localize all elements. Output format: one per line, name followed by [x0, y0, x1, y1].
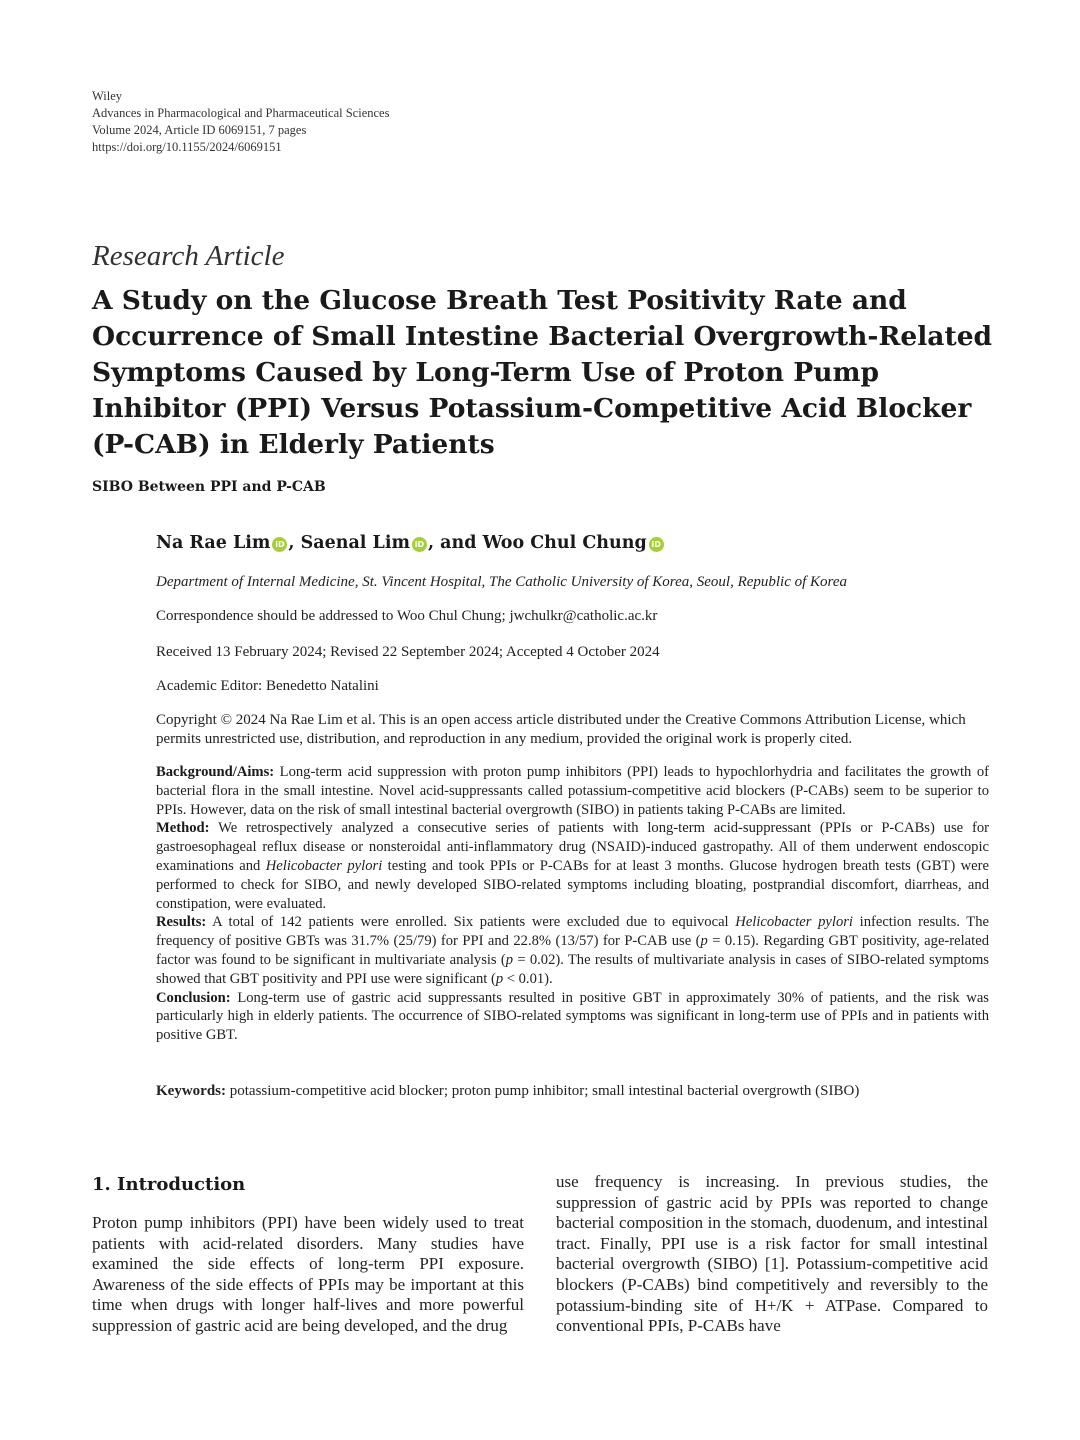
orcid-icon[interactable]: iD [412, 537, 427, 552]
abstract-label: Results: [156, 914, 207, 931]
publication-info [92, 88, 389, 156]
doi-link[interactable]: https://doi.org/10.1155/2024/6069151 [92, 140, 282, 154]
author-name[interactable]: Woo Chul Chung [482, 533, 647, 553]
author-separator: , and [428, 533, 483, 553]
keywords [156, 1082, 989, 1101]
author-name[interactable]: Na Rae Lim [156, 533, 271, 553]
author-separator: , [288, 533, 301, 553]
journal-name: Advances in Pharmacological and Pharmaceutical Sciences [92, 106, 390, 120]
orcid-icon[interactable]: iD [649, 537, 664, 552]
affiliation: Department of Internal Medicine, St. Vincent Hospital, The Catholic University of Korea, Seoul, Republic of Korea [156, 574, 847, 590]
body-text-left-column: Proton pump inhibitors (PPI) have been widely used to treat patients with acid-related disorders. Many studies have examined the side effects of long-term PPI exposure. Awareness of the side effects of PPIs may be important at this time when drugs with longer half-lives and more powerful suppression of gastric acid are being developed, and the drug [92, 1213, 524, 1335]
abstract-label: Conclusion: [156, 989, 231, 1006]
copyright-notice: Copyright © 2024 Na Rae Lim et al. This is an open access article distributed under the Creative Commons Attribution License, which permits unrestricted use, distribution, and reproduction in any medium, provided the original work is properly cited. [156, 712, 966, 747]
author-name[interactable]: Saenal Lim [300, 533, 410, 553]
correspondence: Correspondence should be addressed to Woo Chul Chung; jwchulkr@catholic.ac.kr [156, 608, 658, 624]
orcid-icon[interactable]: iD [272, 537, 287, 552]
abstract-background: Background/Aims: Long-term acid suppression with proton pump inhibitors (PPI) leads to hypochlorhydria and facilitates the growth of bacterial flora in the small intestine. Novel acid-suppressants called potassium-competitive acid blockers (P-CABs) seem to be superior to PPIs. However, data on the risk of small intestinal bacterial overgrowth (SIBO) in patients taking P-CABs are limited. [156, 764, 989, 818]
abstract [156, 763, 989, 1045]
section-heading-introduction: 1. Introduction [92, 1174, 246, 1195]
article-type: Research Article [92, 240, 285, 272]
abstract-method: Method: We retrospectively analyzed a consecutive series of patients with long-term acid-suppressant (PPIs or P-CABs) use for gastroesophageal reflux disease or nonsteroidal anti-inflammatory drug (NSAID)-induced gastropathy. All of them underwent endoscopic examinations and Helicobacter pylori testing and took PPIs or P-CABs for at least 3 months. Glucose hydrogen breath tests (GBT) were performed to check for SIBO, and newly developed SIBO-related symptoms including bloating, postprandial discomfort, diarrheas, and constipation, were evaluated. [156, 820, 989, 912]
abstract-results: Results: A total of 142 patients were enrolled. Six patients were excluded due to equivocal Helicobacter pylori infection results. The frequency of positive GBTs was 31.7% (25/79) for PPI and 22.8% (13/57) for P-CAB use (p = 0.15). Regarding GBT positivity, age-related factor was found to be significant in multivariate analysis (p = 0.02). The results of multivariate analysis in cases of SIBO-related symptoms showed that GBT positivity and PPI use were significant (p < 0.01). [156, 914, 989, 987]
author-list [156, 533, 665, 553]
keywords-text: potassium-competitive acid blocker; proton pump inhibitor; small intestinal bacterial overgrowth (SIBO) [226, 1083, 860, 1099]
keywords-label: Keywords: [156, 1083, 226, 1099]
publisher-name: Wiley [92, 89, 123, 103]
body-text-right-column: use frequency is increasing. In previous studies, the suppression of gastric acid by PPIs was reported to change bacterial composition in the stomach, duodenum, and intestinal tract. Finally, PPI use is a risk factor for small intestinal bacterial overgrowth (SIBO) [1]. Potassium-competitive acid blockers (P-CABs) bind competitively and reversibly to the potassium-binding site of H+/K + ATPase. Compared to conventional PPIs, P-CABs have [556, 1172, 988, 1336]
running-title: SIBO Between PPI and P-CAB [92, 479, 326, 495]
abstract-conclusion: Conclusion: Long-term use of gastric acid suppressants resulted in positive GBT in approximately 30% of patients, and the risk was particularly high in elderly patients. The occurrence of SIBO-related symptoms was significant in long-term use of PPIs and in patients with positive GBT. [156, 989, 989, 1044]
publication-dates: Received 13 February 2024; Revised 22 September 2024; Accepted 4 October 2024 [156, 644, 660, 660]
paper-title: A Study on the Glucose Breath Test Positivity Rate and Occurrence of Small Intestine Bacterial Overgrowth-Related Symptoms Caused by Long-Term Use of Proton Pump Inhibitor (PPI) Versus Potassium-Competitive Acid Blocker (P-CAB) in Elderly Patients [92, 285, 993, 460]
volume-info: Volume 2024, Article ID 6069151, 7 pages [92, 123, 307, 137]
academic-editor: Academic Editor: Benedetto Natalini [156, 678, 379, 694]
abstract-label: Background/Aims: [156, 764, 275, 780]
abstract-label: Method: [156, 820, 210, 837]
